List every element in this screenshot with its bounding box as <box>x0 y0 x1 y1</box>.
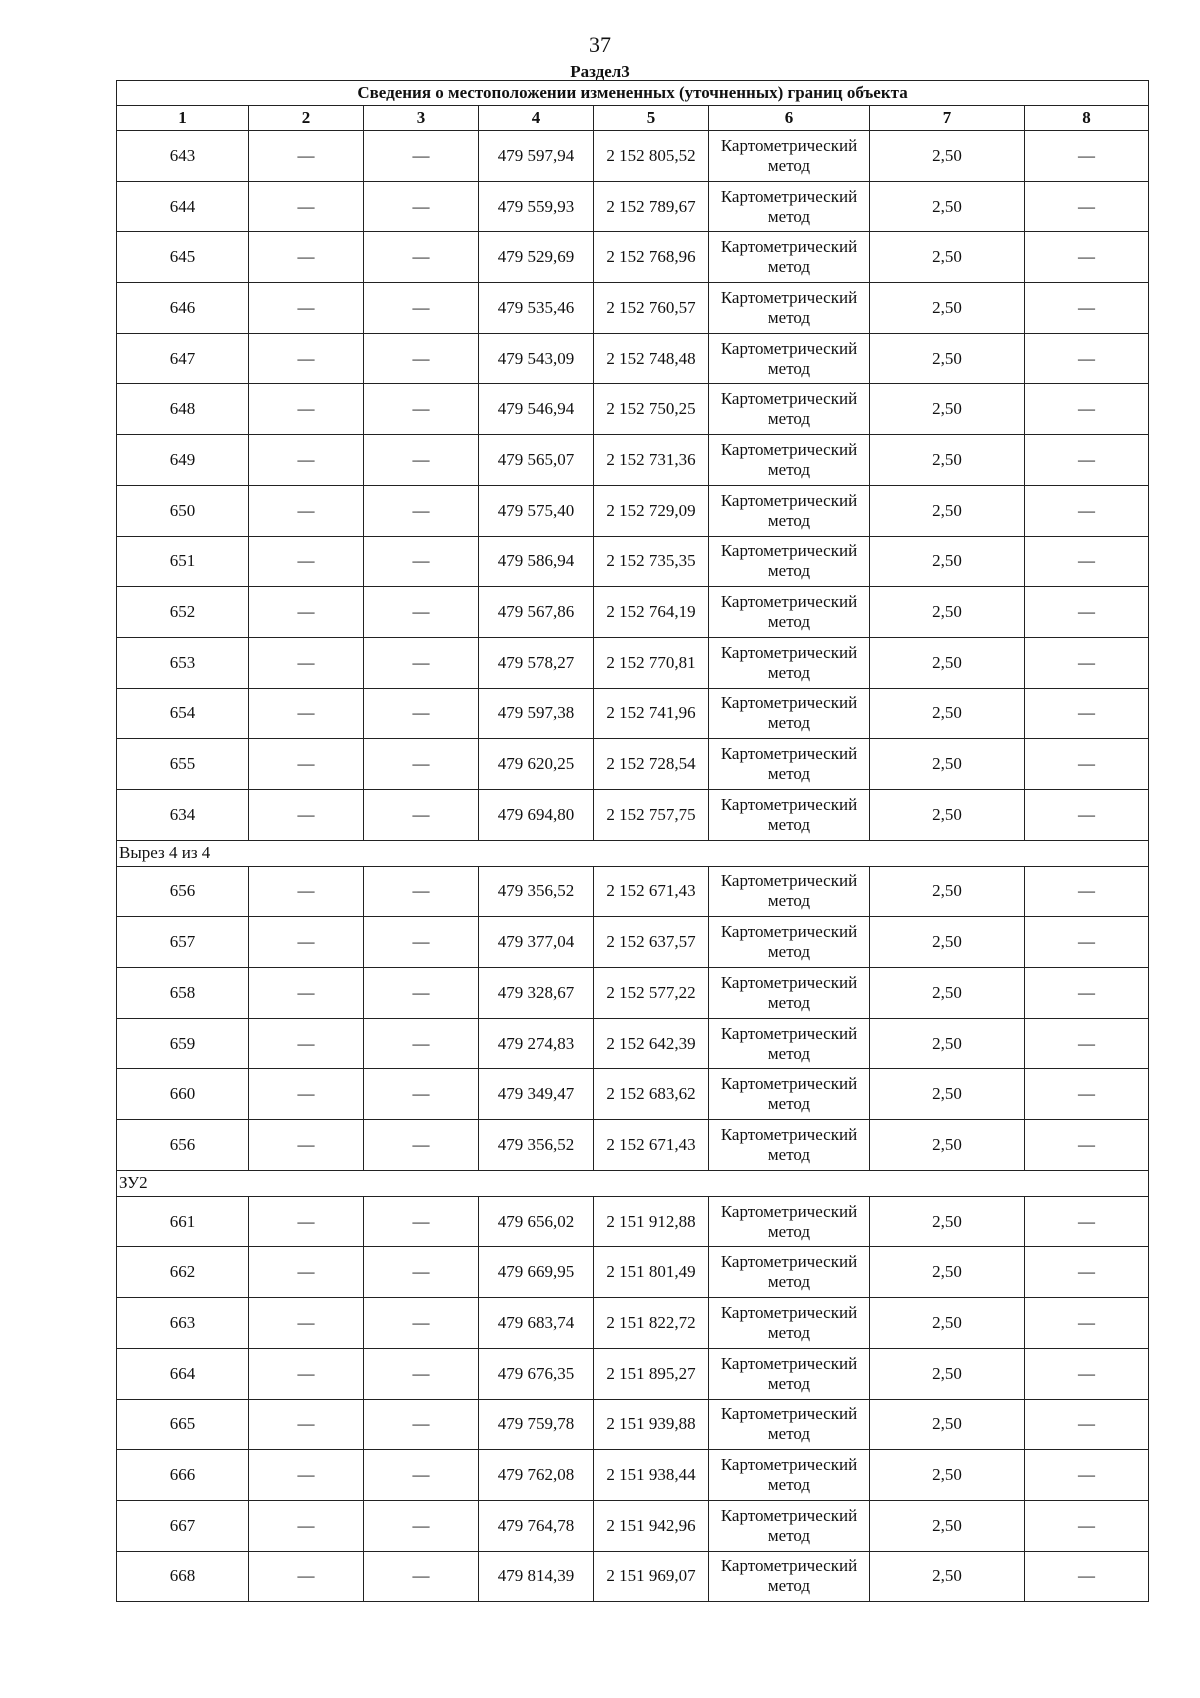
table-cell: 479 356,52 <box>479 866 594 917</box>
table-cell: 2 152 642,39 <box>594 1018 709 1069</box>
table-row <box>117 1018 1149 1069</box>
table-cell: — <box>1025 1399 1149 1450</box>
table-cell: 2,50 <box>870 1551 1025 1602</box>
table-cell: — <box>249 131 364 182</box>
table-cell: Картометрический метод <box>709 131 870 182</box>
table-cell: — <box>249 1551 364 1602</box>
table-cell: 651 <box>117 536 249 587</box>
table-cell: 654 <box>117 688 249 739</box>
table-cell: 2,50 <box>870 739 1025 790</box>
table-row <box>117 739 1149 790</box>
table-cell: 656 <box>117 1120 249 1171</box>
table-cell: — <box>364 232 479 283</box>
table-cell: 2 152 741,96 <box>594 688 709 739</box>
table-cell: — <box>1025 1196 1149 1247</box>
table-cell: Картометрический метод <box>709 688 870 739</box>
table-cell: Картометрический метод <box>709 637 870 688</box>
table-cell: 668 <box>117 1551 249 1602</box>
table-row <box>117 181 1149 232</box>
table-cell: 646 <box>117 283 249 334</box>
table-cell: Картометрический метод <box>709 485 870 536</box>
table-cell: — <box>249 1399 364 1450</box>
table-row <box>117 384 1149 435</box>
table-body <box>117 131 1149 1602</box>
table-cell: 652 <box>117 587 249 638</box>
table-cell: — <box>249 1298 364 1349</box>
table-cell: 2 152 789,67 <box>594 181 709 232</box>
table-cell: 2,50 <box>870 1399 1025 1450</box>
table-cell: 479 575,40 <box>479 485 594 536</box>
group-heading: ЗУ2 <box>117 1170 1149 1196</box>
table-cell: 2 152 729,09 <box>594 485 709 536</box>
table-cell: Картометрический метод <box>709 536 870 587</box>
table-cell: 479 356,52 <box>479 1120 594 1171</box>
table-cell: 479 377,04 <box>479 917 594 968</box>
table-cell: 2,50 <box>870 637 1025 688</box>
column-number: 5 <box>594 106 709 131</box>
table-cell: 664 <box>117 1348 249 1399</box>
table-row <box>117 232 1149 283</box>
table-cell: — <box>1025 917 1149 968</box>
table-cell: — <box>1025 1551 1149 1602</box>
table-cell: Картометрический метод <box>709 917 870 968</box>
table-cell: — <box>249 333 364 384</box>
column-number: 8 <box>1025 106 1149 131</box>
table-cell: — <box>1025 1500 1149 1551</box>
table-cell: — <box>364 1298 479 1349</box>
table-cell: 662 <box>117 1247 249 1298</box>
table-cell: 655 <box>117 739 249 790</box>
table-cell: — <box>364 1196 479 1247</box>
table-cell: 661 <box>117 1196 249 1247</box>
table-cell: 479 328,67 <box>479 968 594 1019</box>
table-cell: 479 578,27 <box>479 637 594 688</box>
table-cell: — <box>364 688 479 739</box>
table-cell: 479 274,83 <box>479 1018 594 1069</box>
table-cell: Картометрический метод <box>709 1399 870 1450</box>
table-cell: — <box>1025 1018 1149 1069</box>
table-row <box>117 1298 1149 1349</box>
table-cell: — <box>364 384 479 435</box>
table-cell: 2 152 764,19 <box>594 587 709 638</box>
table-cell: — <box>364 587 479 638</box>
table-cell: 2,50 <box>870 1196 1025 1247</box>
table-cell: — <box>364 485 479 536</box>
table-cell: — <box>249 1120 364 1171</box>
table-cell: 2 152 770,81 <box>594 637 709 688</box>
table-cell: 479 620,25 <box>479 739 594 790</box>
table-cell: 2,50 <box>870 181 1025 232</box>
table-cell: 2,50 <box>870 1069 1025 1120</box>
table-cell: 479 656,02 <box>479 1196 594 1247</box>
table-cell: 663 <box>117 1298 249 1349</box>
table-cell: Картометрический метод <box>709 1247 870 1298</box>
table-cell: 479 597,38 <box>479 688 594 739</box>
column-number: 3 <box>364 106 479 131</box>
table-cell: 643 <box>117 131 249 182</box>
table-cell: — <box>249 435 364 486</box>
table-cell: 647 <box>117 333 249 384</box>
table-row <box>117 1196 1149 1247</box>
table-cell: — <box>249 587 364 638</box>
table-cell: — <box>1025 1069 1149 1120</box>
table-cell: — <box>364 1247 479 1298</box>
column-number: 2 <box>249 106 364 131</box>
table-cell: — <box>364 1500 479 1551</box>
table-cell: 645 <box>117 232 249 283</box>
table-cell: — <box>249 1069 364 1120</box>
table-cell: 2 152 683,62 <box>594 1069 709 1120</box>
table-cell: Картометрический метод <box>709 789 870 840</box>
table-cell: 479 597,94 <box>479 131 594 182</box>
table-row <box>117 536 1149 587</box>
table-cell: 2 152 805,52 <box>594 131 709 182</box>
table-cell: 479 762,08 <box>479 1450 594 1501</box>
table-cell: 2,50 <box>870 1018 1025 1069</box>
table-cell: — <box>364 1069 479 1120</box>
table-cell: — <box>1025 435 1149 486</box>
table-cell: — <box>1025 866 1149 917</box>
table-cell: — <box>1025 688 1149 739</box>
table-cell: 2,50 <box>870 1298 1025 1349</box>
table-cell: — <box>249 968 364 1019</box>
table-cell: 660 <box>117 1069 249 1120</box>
table-cell: 2 152 671,43 <box>594 1120 709 1171</box>
table-cell: — <box>249 866 364 917</box>
table-row <box>117 1069 1149 1120</box>
table-cell: 2,50 <box>870 131 1025 182</box>
table-cell: 2 152 768,96 <box>594 232 709 283</box>
table-cell: — <box>249 485 364 536</box>
table-cell: — <box>364 283 479 334</box>
table-caption: Сведения о местоположении измененных (уточненных) границ объекта <box>117 81 1149 106</box>
table-cell: Картометрический метод <box>709 587 870 638</box>
table-cell: 665 <box>117 1399 249 1450</box>
table-cell: 2,50 <box>870 1500 1025 1551</box>
column-number: 4 <box>479 106 594 131</box>
table-cell: — <box>249 637 364 688</box>
table-cell: — <box>364 333 479 384</box>
table-row <box>117 485 1149 536</box>
table-cell: — <box>249 1348 364 1399</box>
table-cell: — <box>1025 1120 1149 1171</box>
table-cell: — <box>364 435 479 486</box>
table-cell: 2,50 <box>870 1450 1025 1501</box>
table-cell: 2,50 <box>870 536 1025 587</box>
table-row <box>117 1120 1149 1171</box>
table-cell: — <box>364 131 479 182</box>
table-cell: — <box>249 536 364 587</box>
table-cell: — <box>249 1196 364 1247</box>
table-cell: — <box>1025 181 1149 232</box>
table-cell: — <box>364 968 479 1019</box>
section-title: Раздел3 <box>570 62 630 81</box>
table-cell: 2,50 <box>870 232 1025 283</box>
table-cell: 2 152 757,75 <box>594 789 709 840</box>
table-cell: — <box>1025 1348 1149 1399</box>
table-cell: 2,50 <box>870 917 1025 968</box>
table-cell: 479 535,46 <box>479 283 594 334</box>
table-row <box>117 1450 1149 1501</box>
table-cell: — <box>1025 968 1149 1019</box>
group-heading-row <box>117 840 1149 866</box>
table-cell: 2 151 822,72 <box>594 1298 709 1349</box>
table-row <box>117 1247 1149 1298</box>
table-cell: Картометрический метод <box>709 968 870 1019</box>
table-row <box>117 1399 1149 1450</box>
table-cell: 2,50 <box>870 587 1025 638</box>
table-cell: 479 567,86 <box>479 587 594 638</box>
table-cell: 666 <box>117 1450 249 1501</box>
table-cell: — <box>1025 485 1149 536</box>
table-cell: — <box>249 384 364 435</box>
table-row <box>117 968 1149 1019</box>
table-cell: Картометрический метод <box>709 1018 870 1069</box>
table-cell: 2 152 760,57 <box>594 283 709 334</box>
page-number: 37 <box>589 32 611 57</box>
table-cell: — <box>364 1551 479 1602</box>
table-cell: — <box>364 637 479 688</box>
table-cell: 2,50 <box>870 435 1025 486</box>
group-heading-row <box>117 1170 1149 1196</box>
table-cell: 2 152 750,25 <box>594 384 709 435</box>
table-cell: 2 151 939,88 <box>594 1399 709 1450</box>
table-cell: Картометрический метод <box>709 333 870 384</box>
table-cell: 2,50 <box>870 866 1025 917</box>
table-row <box>117 866 1149 917</box>
table-cell: Картометрический метод <box>709 384 870 435</box>
table-cell: — <box>364 739 479 790</box>
table-cell: — <box>1025 1298 1149 1349</box>
table-cell: 656 <box>117 866 249 917</box>
table-cell: — <box>1025 384 1149 435</box>
table-cell: 2 152 577,22 <box>594 968 709 1019</box>
table-cell: 2 151 801,49 <box>594 1247 709 1298</box>
boundary-coordinates-table <box>116 80 1149 1602</box>
table-cell: 479 349,47 <box>479 1069 594 1120</box>
table-cell: 659 <box>117 1018 249 1069</box>
table-cell: 2,50 <box>870 968 1025 1019</box>
table-row <box>117 1500 1149 1551</box>
table-cell: 2,50 <box>870 789 1025 840</box>
table-cell: 479 814,39 <box>479 1551 594 1602</box>
table-cell: 644 <box>117 181 249 232</box>
table-cell: 2,50 <box>870 688 1025 739</box>
table-cell: 2,50 <box>870 485 1025 536</box>
table-cell: 649 <box>117 435 249 486</box>
table-cell: 479 586,94 <box>479 536 594 587</box>
table-row <box>117 917 1149 968</box>
table-row <box>117 637 1149 688</box>
table-cell: — <box>364 1399 479 1450</box>
table-cell: 2,50 <box>870 1348 1025 1399</box>
table-cell: 648 <box>117 384 249 435</box>
table-cell: 658 <box>117 968 249 1019</box>
table-cell: — <box>249 1018 364 1069</box>
table-cell: — <box>1025 131 1149 182</box>
table-cell: — <box>249 283 364 334</box>
table-cell: — <box>1025 587 1149 638</box>
table-cell: Картометрический метод <box>709 1196 870 1247</box>
table-cell: 479 683,74 <box>479 1298 594 1349</box>
table-cell: — <box>1025 283 1149 334</box>
table-row <box>117 131 1149 182</box>
table-cell: 2 152 731,36 <box>594 435 709 486</box>
table-cell: 2,50 <box>870 384 1025 435</box>
table-cell: 2,50 <box>870 283 1025 334</box>
table-cell: Картометрический метод <box>709 1500 870 1551</box>
table-cell: — <box>249 1500 364 1551</box>
table-cell: 2 152 728,54 <box>594 739 709 790</box>
table-cell: 2 152 637,57 <box>594 917 709 968</box>
table-cell: — <box>1025 536 1149 587</box>
table-cell: Картометрический метод <box>709 1551 870 1602</box>
table-row <box>117 435 1149 486</box>
table-cell: 2 151 938,44 <box>594 1450 709 1501</box>
table-cell: — <box>249 917 364 968</box>
column-number: 1 <box>117 106 249 131</box>
table-cell: Картометрический метод <box>709 1069 870 1120</box>
table-cell: — <box>249 232 364 283</box>
table-cell: Картометрический метод <box>709 232 870 283</box>
table-cell: — <box>249 1450 364 1501</box>
table-cell: 479 529,69 <box>479 232 594 283</box>
column-number: 7 <box>870 106 1025 131</box>
table-cell: — <box>249 181 364 232</box>
table-cell: 479 676,35 <box>479 1348 594 1399</box>
table-cell: 2,50 <box>870 333 1025 384</box>
table-cell: — <box>364 1018 479 1069</box>
table-cell: — <box>249 739 364 790</box>
table-cell: 2 151 942,96 <box>594 1500 709 1551</box>
table-row <box>117 688 1149 739</box>
table-cell: — <box>249 789 364 840</box>
table-cell: Картометрический метод <box>709 181 870 232</box>
table-cell: Картометрический метод <box>709 1298 870 1349</box>
table-row <box>117 789 1149 840</box>
table-cell: — <box>1025 637 1149 688</box>
table-cell: 634 <box>117 789 249 840</box>
table-cell: — <box>364 1450 479 1501</box>
table-cell: — <box>249 688 364 739</box>
table-cell: 479 669,95 <box>479 1247 594 1298</box>
table-cell: — <box>1025 1247 1149 1298</box>
table-cell: 479 565,07 <box>479 435 594 486</box>
table-row <box>117 283 1149 334</box>
table-cell: — <box>249 1247 364 1298</box>
table-cell: 2 152 671,43 <box>594 866 709 917</box>
table-cell: — <box>364 866 479 917</box>
table-cell: — <box>364 1120 479 1171</box>
table-cell: 479 559,93 <box>479 181 594 232</box>
table-cell: — <box>1025 1450 1149 1501</box>
table-cell: — <box>364 536 479 587</box>
table-cell: — <box>1025 333 1149 384</box>
table-cell: 650 <box>117 485 249 536</box>
table-cell: — <box>364 917 479 968</box>
table-cell: 2,50 <box>870 1120 1025 1171</box>
table-cell: 479 759,78 <box>479 1399 594 1450</box>
table-cell: — <box>364 181 479 232</box>
table-row <box>117 587 1149 638</box>
table-cell: — <box>1025 232 1149 283</box>
table-cell: — <box>364 789 479 840</box>
table-row <box>117 1551 1149 1602</box>
table-cell: 667 <box>117 1500 249 1551</box>
column-number-row <box>117 106 1149 131</box>
table-cell: 2 151 969,07 <box>594 1551 709 1602</box>
column-number: 6 <box>709 106 870 131</box>
table-cell: Картометрический метод <box>709 866 870 917</box>
table-cell: 657 <box>117 917 249 968</box>
table-cell: 2 152 735,35 <box>594 536 709 587</box>
table-cell: Картометрический метод <box>709 1348 870 1399</box>
table-row <box>117 1348 1149 1399</box>
table-cell: 2 151 895,27 <box>594 1348 709 1399</box>
table-cell: Картометрический метод <box>709 739 870 790</box>
table-row <box>117 333 1149 384</box>
table-cell: 2 151 912,88 <box>594 1196 709 1247</box>
table-cell: 479 543,09 <box>479 333 594 384</box>
group-heading: Вырез 4 из 4 <box>117 840 1149 866</box>
table-cell: 479 546,94 <box>479 384 594 435</box>
table-cell: 2 152 748,48 <box>594 333 709 384</box>
table-cell: Картометрический метод <box>709 283 870 334</box>
table-cell: 2,50 <box>870 1247 1025 1298</box>
table-cell: — <box>1025 739 1149 790</box>
table-cell: Картометрический метод <box>709 435 870 486</box>
table-cell: 479 764,78 <box>479 1500 594 1551</box>
table-cell: Картометрический метод <box>709 1120 870 1171</box>
table-cell: — <box>364 1348 479 1399</box>
table-cell: 653 <box>117 637 249 688</box>
table-cell: — <box>1025 789 1149 840</box>
table-cell: Картометрический метод <box>709 1450 870 1501</box>
table-cell: 479 694,80 <box>479 789 594 840</box>
